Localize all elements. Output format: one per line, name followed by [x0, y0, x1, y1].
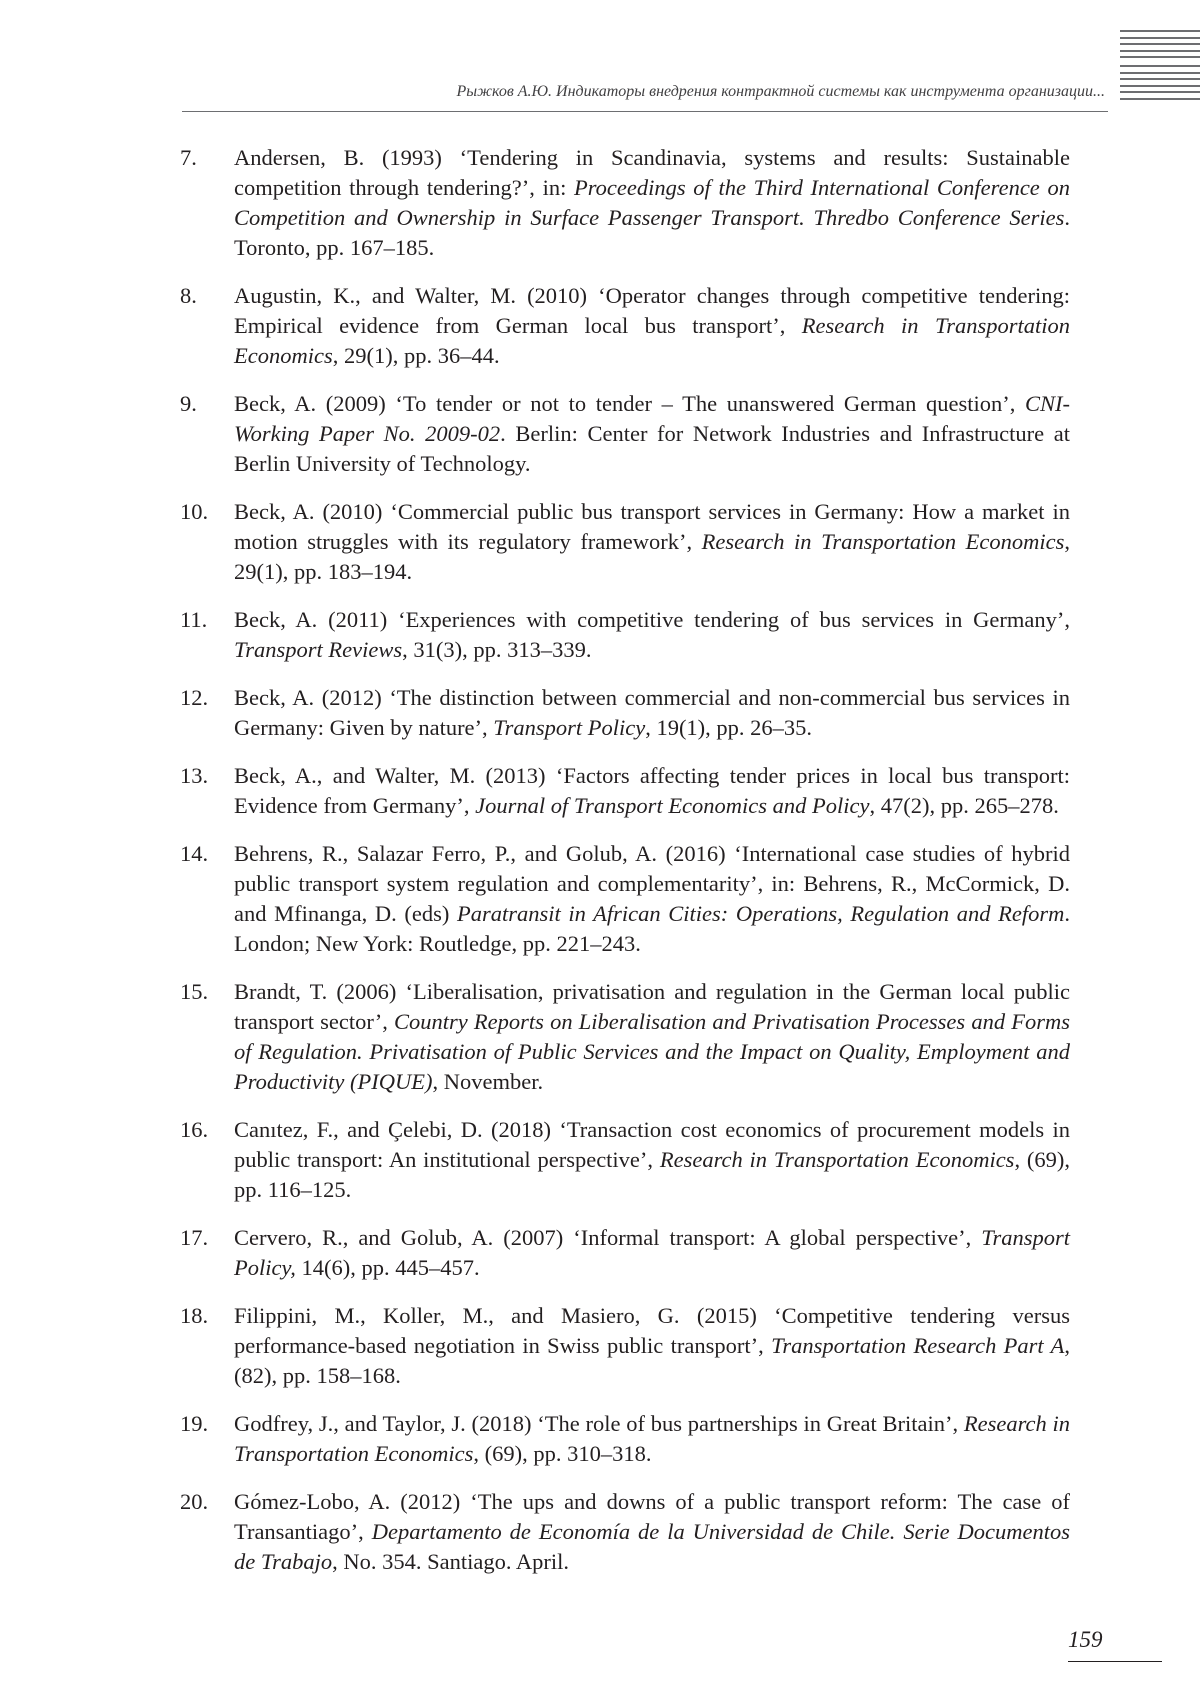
reference-text: [234, 143, 1070, 263]
reference-source-title: Research in Transportation Economics: [659, 1147, 1015, 1172]
reference-text-segment: Andersen, B. (1993) ‘Tendering in Scandinavia, systems and results: Sustainable competition through tendering?’, in:: [234, 145, 1070, 200]
reference-number: 7.: [180, 145, 197, 170]
reference-item: [180, 761, 1070, 821]
reference-item: [180, 497, 1070, 587]
reference-item: [180, 389, 1070, 479]
reference-item: [180, 977, 1070, 1097]
reference-item: [180, 281, 1070, 371]
reference-source-title: Paratransit in African Cities: Operations, Regulation and Reform: [456, 901, 1065, 926]
reference-text-segment: , 29(1), pp. 36–44.: [332, 343, 500, 368]
reference-source-title: Research in Transportation Economics: [701, 529, 1065, 554]
reference-number: 14.: [180, 841, 209, 866]
reference-number: 13.: [180, 763, 209, 788]
reference-text-segment: . London; New York: Routledge, pp. 221–243.: [234, 901, 1070, 956]
reference-text-segment: , No. 354. Santiago. April.: [332, 1549, 570, 1574]
reference-number: 10.: [180, 499, 209, 524]
reference-text: [234, 1409, 1070, 1469]
reference-text-segment: , (69), pp. 116–125.: [234, 1147, 1070, 1202]
reference-source-title: Transportation Research Part A: [771, 1333, 1065, 1358]
header-rule: [182, 111, 1108, 112]
reference-source-title: Transport Policy,: [234, 1225, 1070, 1280]
page-number: 159: [1068, 1627, 1103, 1652]
reference-source-title: Transport Policy: [493, 715, 646, 740]
reference-text-segment: Behrens, R., Salazar Ferro, P., and Golub, A. (2016) ‘International case studies of hybrid public transport system regulation and complementarity’, in: Behrens, R., McCormick, D. and Mfinanga, D. (eds): [234, 841, 1070, 926]
reference-text-segment: Cervero, R., and Golub, A. (2007) ‘Informal transport: A global perspective’,: [234, 1225, 982, 1250]
reference-text: [234, 1487, 1070, 1577]
reference-number: 19.: [180, 1411, 209, 1436]
reference-text-segment: . Toronto, pp. 167–185.: [234, 205, 1070, 260]
reference-number: 18.: [180, 1303, 209, 1328]
reference-text: [234, 1115, 1070, 1205]
reference-number: 8.: [180, 283, 197, 308]
reference-text-segment: Gómez-Lobo, A. (2012) ‘The ups and downs of a public transport reform: The case of Transantiago’,: [234, 1489, 1070, 1544]
reference-item: [180, 1223, 1070, 1283]
reference-text-segment: . Berlin: Center for Network Industries and Infrastructure at Berlin University of Technology.: [234, 421, 1070, 476]
reference-source-title: Research in Transportation Economics: [234, 313, 1070, 368]
reference-text-segment: , 29(1), pp. 183–194.: [234, 529, 1070, 584]
reference-text: [234, 389, 1070, 479]
reference-text-segment: 14(6), pp. 445–457.: [295, 1255, 480, 1280]
reference-text: [234, 977, 1070, 1097]
reference-text-segment: Beck, A. (2010) ‘Commercial public bus transport services in Germany: How a market in motion struggles with its regulatory framework’,: [234, 499, 1070, 554]
reference-text: [234, 605, 1070, 665]
reference-number: 20.: [180, 1489, 209, 1514]
reference-number: 11.: [180, 607, 208, 632]
running-title: Рыжков А.Ю. Индикаторы внедрения контрактной системы как инструмента организации...: [456, 83, 1105, 100]
reference-item: [180, 143, 1070, 263]
decorative-stripes: [1120, 30, 1200, 104]
reference-text-segment: , 19(1), pp. 26–35.: [645, 715, 813, 740]
reference-source-title: Proceedings of the Third International Conference on Competition and Ownership in Surface Passenger Transport. Thredbo Conference Series: [234, 175, 1070, 230]
reference-text-segment: Augustin, K., and Walter, M. (2010) ‘Operator changes through competitive tendering: Empirical evidence from German local bus transport’,: [234, 283, 1070, 338]
reference-source-title: Departamento de Economía de la Universidad de Chile. Serie Documentos de Trabajo: [234, 1519, 1070, 1574]
reference-text-segment: , November.: [432, 1069, 544, 1094]
reference-source-title: Journal of Transport Economics and Policy: [475, 793, 870, 818]
reference-item: [180, 839, 1070, 959]
reference-text: [234, 1301, 1070, 1391]
reference-source-title: Country Reports on Liberalisation and Privatisation Processes and Forms of Regulation. Privatisation of Public Services and the Impact on Quality, Employment and Productivity (PIQUE): [234, 1009, 1070, 1094]
reference-list: [180, 143, 1070, 1595]
reference-item: [180, 683, 1070, 743]
reference-text-segment: Canıtez, F., and Çelebi, D. (2018) ‘Transaction cost economics of procurement models in public transport: An institutional perspective’,: [234, 1117, 1070, 1172]
reference-text-segment: , 47(2), pp. 265–278.: [869, 793, 1059, 818]
reference-text: [234, 683, 1070, 743]
reference-item: [180, 1301, 1070, 1391]
reference-source-title: CNI-Working Paper No. 2009-02: [234, 391, 1070, 446]
reference-number: 9.: [180, 391, 197, 416]
reference-text-segment: Godfrey, J., and Taylor, J. (2018) ‘The role of bus partnerships in Great Britain’,: [234, 1411, 964, 1436]
reference-text: [234, 761, 1070, 821]
reference-source-title: Research in Transportation Economics: [234, 1411, 1071, 1466]
reference-text: [234, 281, 1070, 371]
reference-text-segment: Beck, A. (2012) ‘The distinction between commercial and non-commercial bus services in Germany: Given by nature’,: [234, 685, 1070, 740]
footer-rule: [1068, 1661, 1162, 1662]
reference-text: [234, 1223, 1070, 1283]
reference-item: [180, 1487, 1070, 1577]
reference-number: 12.: [180, 685, 209, 710]
reference-text: [234, 839, 1070, 959]
reference-number: 17.: [180, 1225, 209, 1250]
reference-text-segment: Beck, A. (2009) ‘To tender or not to tender – The unanswered German question’,: [234, 391, 1025, 416]
reference-item: [180, 1409, 1070, 1469]
reference-number: 15.: [180, 979, 209, 1004]
reference-text-segment: , (69), pp. 310–318.: [473, 1441, 652, 1466]
reference-source-title: Transport Reviews: [234, 637, 403, 662]
reference-item: [180, 605, 1070, 665]
reference-text-segment: , (82), pp. 158–168.: [234, 1333, 1070, 1388]
reference-text-segment: Brandt, T. (2006) ‘Liberalisation, privatisation and regulation in the German local public transport sector’,: [234, 979, 1070, 1034]
reference-text-segment: Beck, A. (2011) ‘Experiences with competitive tendering of bus services in Germany’,: [234, 607, 1070, 632]
reference-item: [180, 1115, 1070, 1205]
reference-number: 16.: [180, 1117, 209, 1142]
reference-text-segment: Beck, A., and Walter, M. (2013) ‘Factors affecting tender prices in local bus transport: Evidence from Germany’,: [234, 763, 1070, 818]
reference-text: [234, 497, 1070, 587]
reference-text-segment: , 31(3), pp. 313–339.: [402, 637, 592, 662]
reference-text-segment: Filippini, M., Koller, M., and Masiero, G. (2015) ‘Competitive tendering versus performance-based negotiation in Swiss public transport’,: [234, 1303, 1070, 1358]
